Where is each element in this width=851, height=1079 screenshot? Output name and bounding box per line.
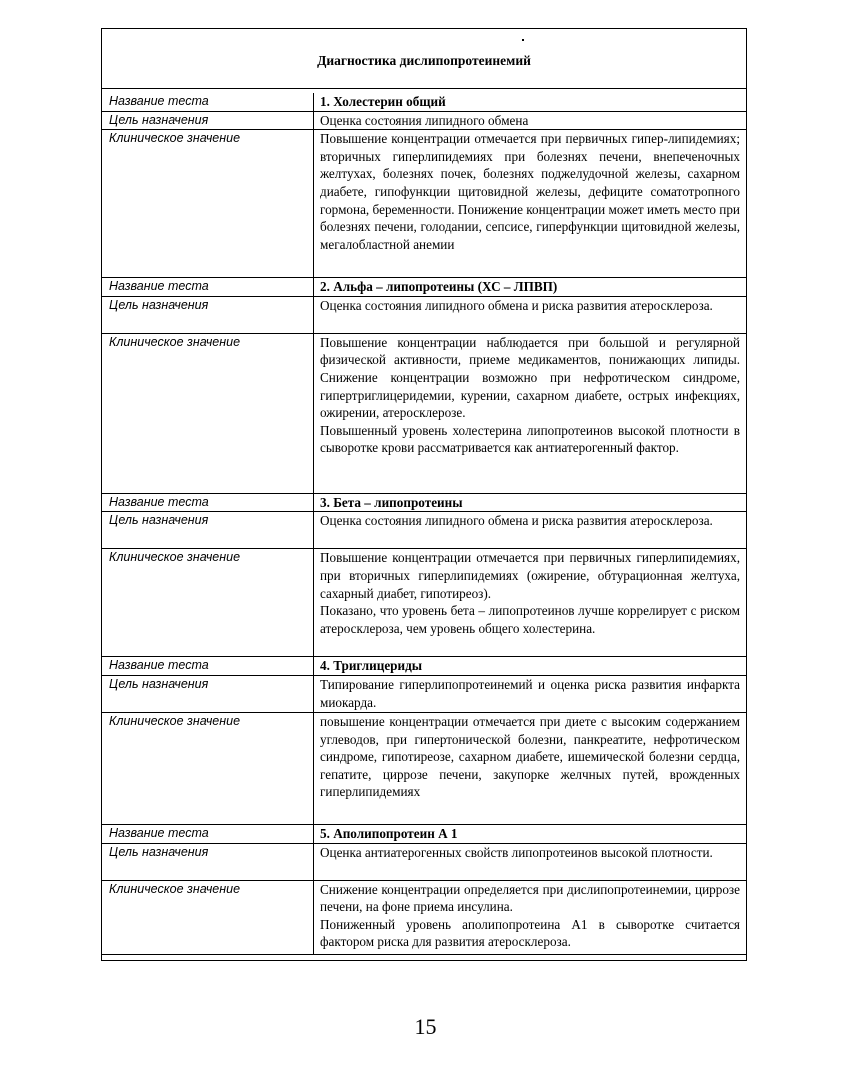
clinical-paragraph: повышение концентрации отмечается при диете с высоким содержанием углеводов, при гипертонической болезни, панкреатите, нефротическом синдроме, гипотиреозе, сахарном диабете, ишемической болезни сердца, гепатите, циррозе печени, закупорке желчных путей, врожденных гиперлипидемиях [320, 713, 740, 800]
table-row [102, 296, 746, 333]
clinical-paragraph: Пониженный уровень аполипопротеина А1 в сыворотке считается фактором риска для развития атеросклероза. [320, 916, 740, 950]
table-row [102, 512, 746, 549]
clinical-paragraph: Повышенный уровень холестерина липопротеинов высокой плотности в сыворотке крови рассматривается как антиатерогенный фактор. [320, 422, 740, 456]
document-title: Диагностика дислипопротеинемий [102, 29, 746, 89]
label-test-name: Название теста [102, 657, 314, 676]
label-clinical: Клиническое значение [102, 130, 314, 278]
table-row [102, 657, 746, 676]
test-purpose: Оценка антиатерогенных свойств липопротеинов высокой плотности. [314, 843, 747, 880]
table-row [102, 333, 746, 493]
test-name: 2. Альфа – липопротеины (ХС – ЛПВП) [314, 278, 747, 297]
label-test-name: Название теста [102, 93, 314, 111]
table-row [102, 130, 746, 278]
test-purpose: Оценка состояния липидного обмена и риска развития атеросклероза. [314, 296, 747, 333]
table-row [102, 111, 746, 130]
clinical-paragraph: Повышение концентрации отмечается при первичных гипер-липидемиях; вторичных гиперлипидемиях при болезнях печени, внепеченочных желтухах, болезнях почек, болезнях поджелудочной железы, сахарном диабете, гипофункции щитовидной железы, дефиците соматотропного гормона, беременности. Понижение концентрации может иметь место при болезнях печени, голодании, сепсисе, гиперфункции щитовидной железы, мегалобластной анемии [320, 131, 740, 252]
test-clinical [314, 880, 747, 954]
label-clinical: Клиническое значение [102, 333, 314, 493]
test-clinical [314, 130, 747, 278]
table-row [102, 278, 746, 297]
test-clinical [314, 549, 747, 657]
clinical-paragraph: Показано, что уровень бета – липопротеинов лучше коррелирует с риском атеросклероза, чем уровень общего холестерина. [320, 603, 740, 636]
test-name: 3. Бета – липопротеины [314, 493, 747, 512]
test-name: 5. Аполипопротеин А 1 [314, 824, 747, 843]
clinical-paragraph: Снижение концентрации определяется при дислипопротеинемии, циррозе печени, на фоне приема инсулина. [320, 881, 740, 915]
table-row [102, 843, 746, 880]
table-row [102, 93, 746, 111]
table-row [102, 824, 746, 843]
label-purpose: Цель назначения [102, 111, 314, 130]
test-purpose: Оценка состояния липидного обмена и риска развития атеросклероза. [314, 512, 747, 549]
label-clinical: Клиническое значение [102, 880, 314, 954]
test-clinical [314, 712, 747, 824]
label-test-name: Название теста [102, 824, 314, 843]
label-purpose: Цель назначения [102, 843, 314, 880]
test-purpose: Типирование гиперлипопротеинемий и оценка риска развития инфаркта миокарда. [314, 675, 747, 712]
table-row [102, 880, 746, 954]
table-row [102, 675, 746, 712]
test-purpose: Оценка состояния липидного обмена [314, 111, 747, 130]
label-test-name: Название теста [102, 493, 314, 512]
table-row [102, 493, 746, 512]
label-clinical: Клиническое значение [102, 712, 314, 824]
clinical-paragraph: Повышение концентрации наблюдается при большой и регулярной физической активности, приеме медикаментов, понижающих липиды. Снижение концентрации возможно при нефротическом синдроме, гипертриглицеридемии, курении, сахарном диабете, острых инфекциях, ожирении, атеросклерозе. [320, 334, 740, 421]
tests-table [102, 93, 746, 955]
table-row [102, 712, 746, 824]
table-row [102, 549, 746, 657]
speck-mark [522, 39, 524, 41]
test-name: 1. Холестерин общий [314, 93, 747, 111]
page-number: 15 [414, 1014, 437, 1039]
test-name: 4. Триглицериды [314, 657, 747, 676]
document-frame [101, 28, 747, 961]
label-purpose: Цель назначения [102, 512, 314, 549]
test-clinical [314, 333, 747, 493]
label-clinical: Клиническое значение [102, 549, 314, 657]
clinical-paragraph: Повышение концентрации отмечается при первичных гиперлипидемиях, при вторичных гиперлипидемиях (ожирение, обтурационная желтуха, сахарный диабет, гипотиреоз). [320, 550, 740, 601]
label-purpose: Цель назначения [102, 675, 314, 712]
label-test-name: Название теста [102, 278, 314, 297]
label-purpose: Цель назначения [102, 296, 314, 333]
